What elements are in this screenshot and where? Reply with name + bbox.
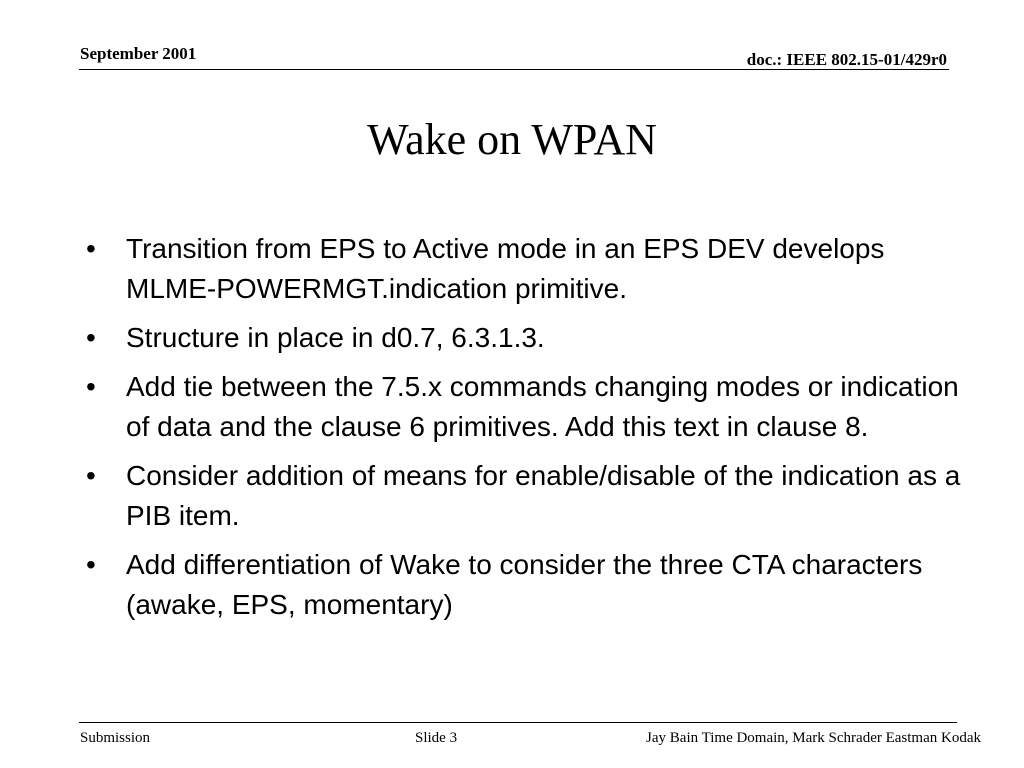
header-divider: [79, 69, 949, 70]
footer-slide-number: Slide 3: [415, 730, 458, 746]
bullet-icon: •: [86, 233, 96, 264]
slide-title: Wake on WPAN: [367, 115, 657, 164]
footer-authors: Jay Bain Time Domain, Mark Schrader Eastman Kodak: [646, 730, 981, 746]
header-date: September 2001: [80, 44, 197, 63]
bullet-item: [84, 318, 964, 358]
bullet-text: Transition from EPS to Active mode in an EPS DEV develops MLME-POWERMGT.indication primitive.: [126, 233, 885, 304]
bullet-item: [84, 456, 964, 536]
footer-divider: [79, 722, 957, 723]
bullet-text: Consider addition of means for enable/disable of the indication as a PIB item.: [126, 460, 961, 531]
bullet-icon: •: [86, 322, 96, 353]
bullet-text: Add differentiation of Wake to consider the three CTA characters (awake, EPS, momentary): [126, 549, 923, 620]
bullet-icon: •: [86, 549, 96, 580]
bullet-icon: •: [86, 371, 96, 402]
header-document-id: doc.: IEEE 802.15-01/429r0: [746, 50, 947, 69]
bullet-item: [84, 545, 964, 625]
bullet-list: [84, 229, 964, 634]
bullet-text: Structure in place in d0.7, 6.3.1.3.: [126, 322, 545, 353]
bullet-text: Add tie between the 7.5.x commands changing modes or indication of data and the clause 6 primitives. Add this text in clause 8.: [126, 371, 959, 442]
bullet-item: [84, 367, 964, 447]
footer-submission-label: Submission: [80, 730, 151, 746]
bullet-icon: •: [86, 460, 96, 491]
bullet-item: [84, 229, 964, 309]
